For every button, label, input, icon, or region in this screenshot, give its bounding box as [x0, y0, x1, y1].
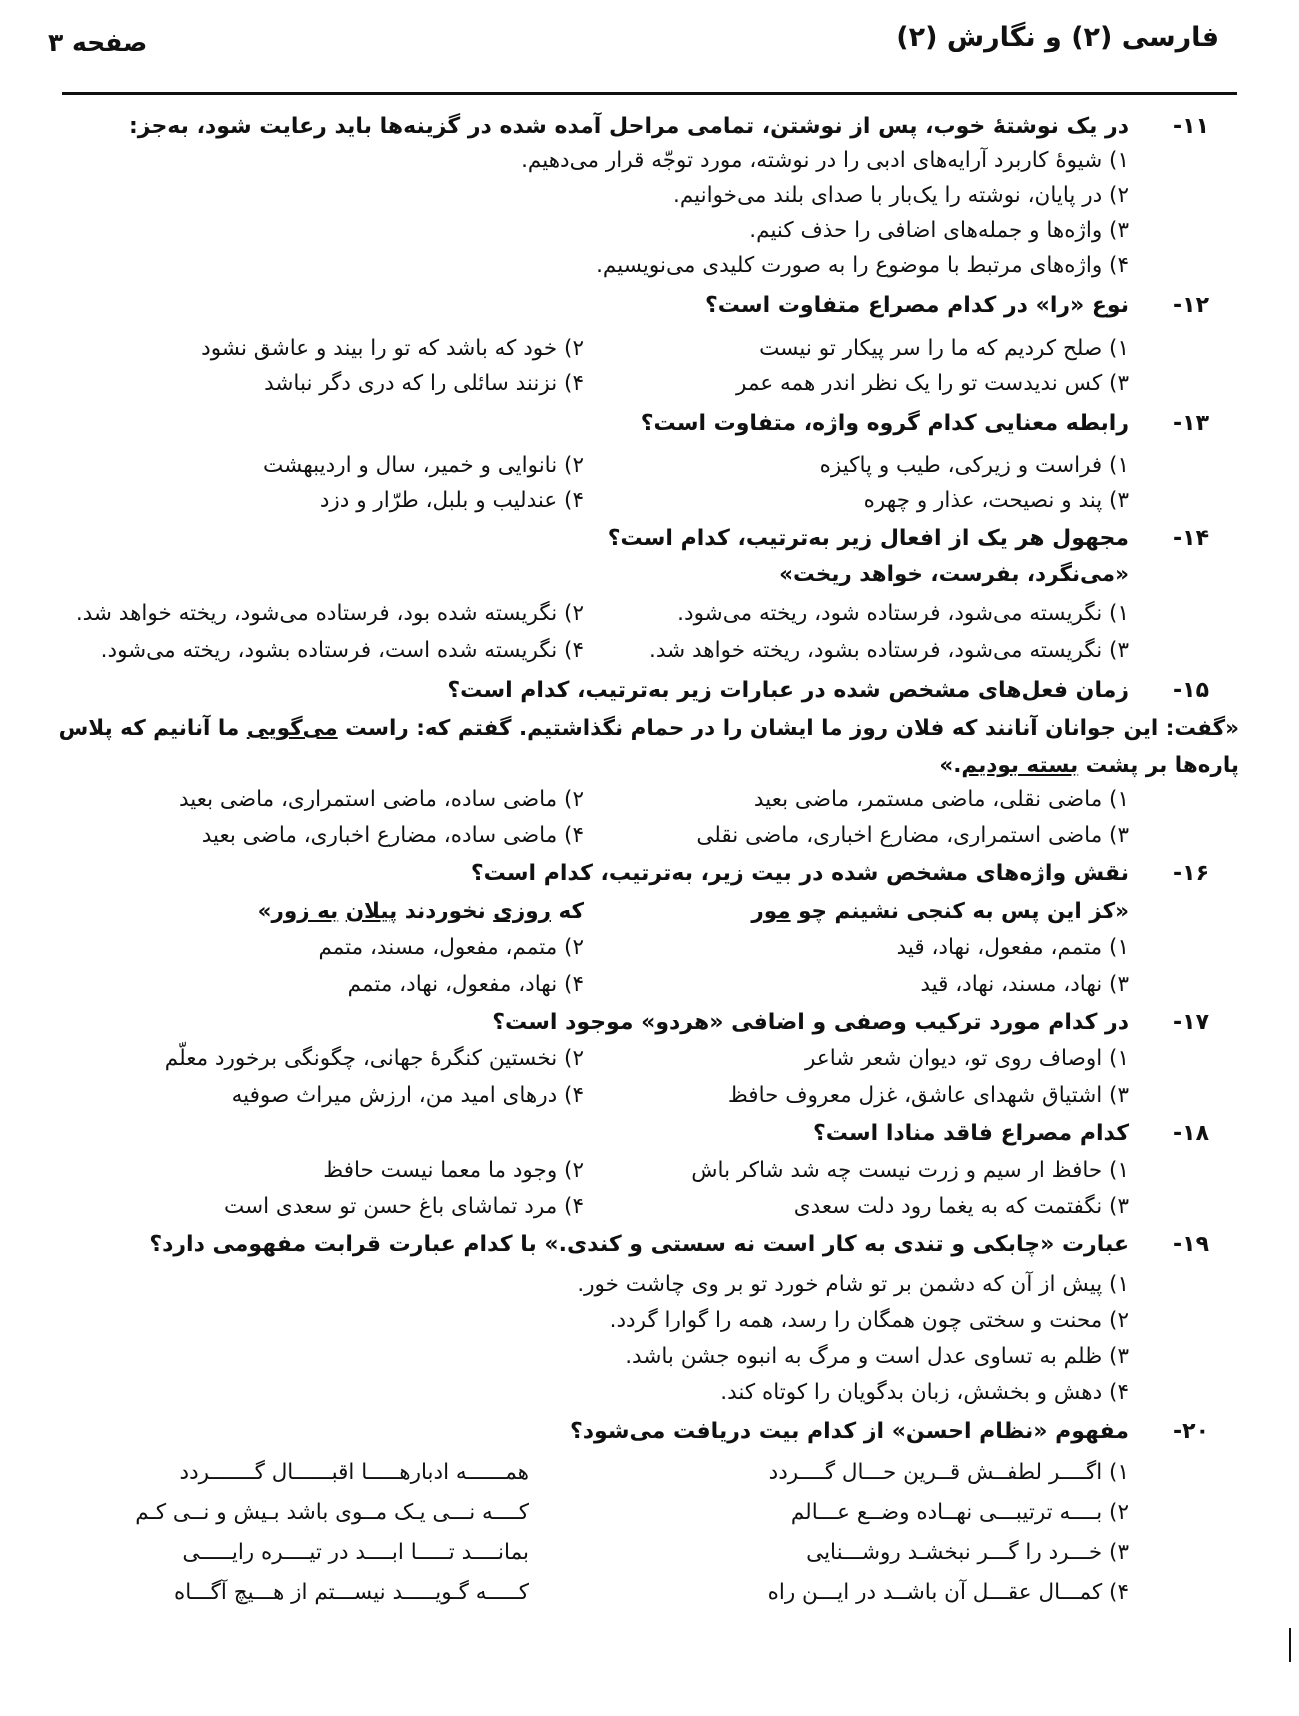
- question-stem: رابطه معنایی کدام گروه واژه، متفاوت است؟: [640, 411, 1129, 436]
- question-stem: در کدام مورد ترکیب وصفی و اضافی «هردو» موجود است؟: [492, 1010, 1129, 1035]
- underlined-word: به زور: [271, 899, 339, 924]
- answer-option: ۱) فراست و زیرکی، طیب و پاکیزه: [819, 453, 1129, 478]
- question-stem: مجهول هر یک از افعال زیر به‌ترتیب، کدام است؟: [607, 526, 1129, 551]
- answer-option: ۲) وجود ما معما نیست حافظ: [323, 1158, 584, 1183]
- underlined-word: روزی: [493, 899, 551, 924]
- header-divider: [62, 92, 1237, 95]
- answer-option: ۲) ماضی ساده، ماضی استمراری، ماضی بعید: [178, 787, 584, 812]
- answer-option: ۱) ماضی نقلی، ماضی مستمر، ماضی بعید: [753, 787, 1129, 812]
- answer-option: ۳) نهاد، مسند، نهاد، قید: [920, 972, 1129, 997]
- answer-option: ۱) اگــــر لطفــش قــرین حـــال گــــردد: [768, 1460, 1129, 1485]
- answer-option: ۳) نگفتمت که به یغما رود دلت سعدی: [793, 1194, 1129, 1219]
- question-number: ۱۲-: [1173, 293, 1209, 318]
- question-stem: عبارت «چابکی و تندی به کار است نه سستی و کندی.» با کدام عبارت قرابت مفهومی دارد؟: [149, 1232, 1129, 1257]
- answer-option: ۴) نزنند سائلی را که دری دگر نباشد: [264, 371, 584, 396]
- answer-option: ۴) درهای امید من، ارزش میراث صوفیه: [231, 1083, 584, 1108]
- answer-option: ۳) پند و نصیحت، عذار و چهره: [863, 488, 1129, 513]
- verse-second-hemistich: بمانــــد تـــــا ابــــد در تیــــره رایـــــی: [182, 1540, 529, 1565]
- answer-option: ۴) واژه‌های مرتبط با موضوع را به صورت کلیدی می‌نویسیم.: [596, 253, 1129, 278]
- underlined-word: مور: [751, 899, 791, 924]
- question-number: ۱۵-: [1173, 678, 1209, 703]
- underlined-word: پیلان: [345, 899, 398, 924]
- answer-option: ۲) در پایان، نوشته را یک‌بار با صدای بلند می‌خوانیم.: [672, 183, 1129, 208]
- verse-second-hemistich: همــــــه ادبارهـــــا اقبــــــال گـــــــردد: [179, 1460, 529, 1485]
- answer-option: ۱) متمم، مفعول، نهاد، قید: [896, 935, 1129, 960]
- answer-option: ۱) حافظ ار سیم و زرت نیست چه شد شاکر باش: [691, 1158, 1129, 1183]
- page-number: صفحه ۳: [48, 28, 148, 57]
- question-stem: نقش واژه‌های مشخص شده در بیت زیر، به‌ترتیب، کدام است؟: [470, 861, 1129, 886]
- question-stem: زمان فعل‌های مشخص شده در عبارات زیر به‌ترتیب، کدام است؟: [447, 678, 1129, 703]
- answer-option: ۳) ماضی استمراری، مضارع اخباری، ماضی نقلی: [696, 823, 1129, 848]
- answer-option: ۲) بــــه ترتیبـــی نهــاده وضــع عـــالم: [790, 1500, 1129, 1525]
- answer-option: ۲) نخستین کنگرهٔ جهانی، چگونگی برخورد معلّم: [164, 1046, 584, 1071]
- verse-second-hemistich: کـــــه گـویـــــد نیســـتم از هـــیچ آگـــاه: [173, 1580, 529, 1605]
- answer-option: ۴) مرد تماشای باغ حسن تو سعدی است: [224, 1194, 584, 1219]
- answer-option: ۳) واژه‌ها و جمله‌های اضافی را حذف کنیم.: [749, 218, 1129, 243]
- answer-option: ۳) نگریسته می‌شود، فرستاده بشود، ریخته خواهد شد.: [649, 638, 1129, 663]
- answer-option: ۲) خود که باشد که تو را بیند و عاشق نشود: [201, 336, 584, 361]
- answer-option: ۴) دهش و بخشش، زبان بدگویان را کوتاه کند.: [720, 1380, 1129, 1405]
- question-number: ۱۹-: [1173, 1232, 1209, 1257]
- answer-option: ۱) اوصاف روی تو، دیوان شعر شاعر: [805, 1046, 1129, 1071]
- answer-option: ۱) نگریسته می‌شود، فرستاده شود، ریخته می‌شود.: [677, 601, 1129, 626]
- answer-option: ۳) خـــرد را گـــر نبخشـد روشـــنایی: [806, 1540, 1129, 1565]
- answer-option: ۱) صلح کردیم که ما را سر پیکار تو نیست: [759, 336, 1129, 361]
- answer-option: ۳) ظلم به تساوی عدل است و مرگ به انبوه جشن باشد.: [625, 1344, 1129, 1369]
- answer-option: ۳) کس ندیدست تو را یک نظر اندر همه عمر: [736, 371, 1129, 396]
- question-number: ۱۳-: [1173, 411, 1209, 436]
- question-number: ۱۷-: [1173, 1010, 1209, 1035]
- verse-first-hemistich: «کز این پس به کنجی نشینم چو مور: [751, 899, 1129, 924]
- question-stem: در یک نوشتهٔ خوب، پس از نوشتن، تمامی مراحل آمده شده در گزینه‌ها باید رعایت شود، به‌جز:: [128, 114, 1129, 139]
- answer-option: ۱) پیش از آن که دشمن بر تو شام خورد تو بر وی چاشت خور.: [577, 1272, 1129, 1297]
- question-quote: «می‌نگرد، بفرست، خواهد ریخت»: [779, 562, 1129, 587]
- question-stem: نوع «را» در کدام مصراع متفاوت است؟: [704, 293, 1129, 318]
- answer-option: ۲) متمم، مفعول، مسند، متمم: [318, 935, 584, 960]
- question-quote: پاره‌ها بر پشت بسته بودیم.»: [939, 753, 1239, 778]
- answer-option: ۳) اشتیاق شهدای عاشق، غزل معروف حافظ: [727, 1083, 1129, 1108]
- answer-option: ۲) نانوایی و خمیر، سال و اردیبهشت: [262, 453, 584, 478]
- answer-option: ۲) محنت و سختی چون همگان را رسد، همه را گوارا گردد.: [609, 1308, 1129, 1333]
- page-header-title: فارسی (۲) و نگارش (۲): [896, 22, 1219, 53]
- scan-edge-mark: [1289, 1628, 1291, 1662]
- question-number: ۱۱-: [1173, 114, 1209, 139]
- answer-option: ۴) نگریسته شده است، فرستاده بشود، ریخته می‌شود.: [100, 638, 584, 663]
- question-number: ۱۸-: [1173, 1121, 1209, 1146]
- question-number: ۲۰-: [1173, 1419, 1209, 1444]
- underlined-verb: بسته بودیم: [961, 753, 1079, 778]
- answer-option: ۲) نگریسته شده بود، فرستاده می‌شود، ریخته خواهد شد.: [75, 601, 584, 626]
- verse-second-hemistich: کــــه نـــی یـک مــوی باشد بـیش و نــی کـم: [135, 1500, 529, 1525]
- answer-option: ۱) شیوهٔ کاربرد آرایه‌های ادبی را در نوشته، مورد توجّه قرار می‌دهیم.: [521, 148, 1129, 173]
- underlined-verb: می‌گویی: [246, 716, 338, 741]
- question-quote: «گفت: این جوانان آنانند که فلان روز ما ایشان را در حمام نگذاشتیم. گفتم که: راست می‌گویی ما آنانیم که پلاس: [58, 716, 1239, 741]
- question-stem: کدام مصراع فاقد منادا است؟: [812, 1121, 1129, 1146]
- answer-option: ۴) کمـــال عقـــل آن باشــد در ایـــن راه: [767, 1580, 1129, 1605]
- question-number: ۱۶-: [1173, 861, 1209, 886]
- question-stem: مفهوم «نظام احسن» از کدام بیت دریافت می‌شود؟: [569, 1419, 1129, 1444]
- answer-option: ۴) نهاد، مفعول، نهاد، متمم: [347, 972, 584, 997]
- verse-second-hemistich: که روزی نخوردند پیلان به زور»: [257, 899, 584, 924]
- answer-option: ۴) ماضی ساده، مضارع اخباری، ماضی بعید: [201, 823, 584, 848]
- answer-option: ۴) عندلیب و بلبل، طرّار و دزد: [319, 488, 584, 513]
- question-number: ۱۴-: [1173, 526, 1209, 551]
